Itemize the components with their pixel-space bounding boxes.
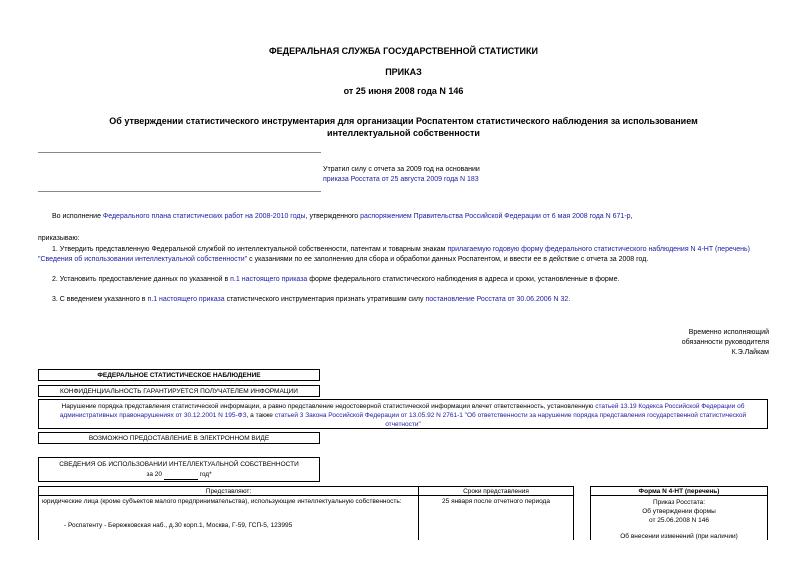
table-header-deadline: Сроки представления — [418, 486, 574, 496]
table-cell-form-order: Приказ Росстата: Об утверждении формы от 25.06.2008 N 146 Об внесении изменений (при наличии) — [590, 495, 768, 540]
report-year-field[interactable] — [164, 472, 198, 480]
doc-date-number: от 25 июня 2008 года N 146 — [343, 86, 464, 96]
link-federal-plan[interactable]: Федерального плана статистических работ на 2008-2010 годы — [102, 213, 306, 220]
doc-title: Об утверждении статистического инструментария для организации Роспатентом статистического наблюдения за использованием интеллектуальной собственности — [109, 116, 698, 138]
table-header-submit: Представляют: — [38, 486, 419, 496]
box-liability-warning: Нарушение порядка представления статистической информации, а равно представление недостоверной статистической информации влечет ответственность, установленную статьей 13.19 Кодекса Российской Федерации об административных правонарушениях от 30.12.2001 N 195-ФЗ, а также статьей 3 Закона Российской Федерации от 13.05.92 N 2761-1 "Об ответственности за нарушение порядка представления государственной статистической отчетности" — [38, 399, 768, 429]
table-header-form: Форма N 4-НТ (перечень) — [590, 486, 768, 496]
signature-block — [682, 328, 769, 358]
report-year: за 20 год* — [146, 471, 212, 478]
table-cell-deadline: 25 января после отчетного периода — [418, 495, 574, 540]
agency-title: ФЕДЕРАЛЬНАЯ СЛУЖБА ГОСУДАРСТВЕННОЙ СТАТИСТИКИ — [269, 46, 538, 56]
status-note — [323, 165, 480, 185]
paragraph-intro: Во исполнение Федерального плана статистических работ на 2008-2010 годы, утвержденного распоряжением Правительства Российской Федерации от 6 мая 2008 года N 671-р, — [52, 213, 633, 220]
box-confidentiality: КОНФИДЕНЦИАЛЬНОСТЬ ГАРАНТИРУЕТСЯ ПОЛУЧАТЕЛЕМ ИНФОРМАЦИИ — [38, 385, 320, 397]
signature-line-1: Временно исполняющий — [688, 329, 769, 336]
box-federal-observation: ФЕДЕРАЛЬНОЕ СТАТИСТИЧЕСКОЕ НАБЛЮДЕНИЕ — [38, 369, 320, 381]
doc-type: ПРИКАЗ — [385, 67, 422, 77]
paragraph-item-3: 3. С введением указанного в п.1 настоящего приказа статистического инструментария признать утратившим силу постановление Росстата от 30.06.2006 N 32. — [52, 296, 571, 303]
signature-name: К.Э.Лайкам — [731, 349, 769, 356]
submitters-text: юридические лица (кроме субъектов малого предпринимательства), использующие интеллектуальную собственность: — [42, 498, 402, 505]
link-item-2-clause[interactable]: п.1 настоящего приказа — [230, 276, 308, 283]
paragraph-item-1: 1. Утвердить представленную Федеральной службой по интеллектуальной собственности, патентам и товарным знакам прилагаемую годовую форму федерального статистического наблюдения N 4-НТ (перечень) "Сведения об использовании интеллектуальной собственности" с указаниями по ее заполнению для сбора и обработки данных Роспатентом, и ввести ее в действие с отчета за 2008 год. — [38, 246, 751, 263]
report-title: СВЕДЕНИЯ ОБ ИСПОЛЬЗОВАНИИ ИНТЕЛЛЕКТУАЛЬНОЙ СОБСТВЕННОСТИ — [59, 461, 299, 468]
link-rosstat-resolution[interactable]: постановление Росстата от 30.06.2006 N 32 — [425, 296, 569, 303]
signature-line-2: обязанности руководителя — [681, 339, 769, 346]
link-government-order[interactable]: распоряжением Правительства Российской Федерации от 6 мая 2008 года N 671-р — [360, 213, 631, 220]
status-note-text: Утратил силу с отчета за 2009 год на основании — [323, 166, 480, 173]
submitters-address: - Роспатенту - Бережковская наб., д.30 корп.1, Москва, Г-59, ГСП-5, 123995 — [64, 522, 293, 529]
link-item-3-clause[interactable]: п.1 настоящего приказа — [147, 296, 225, 303]
paragraph-item-2: 2. Установить предоставление данных по указанной в п.1 настоящего приказа форме федерального статистического наблюдения в адреса и сроки, установленные в форме. — [52, 276, 620, 283]
link-admin-code-13-19[interactable]: статьей 13.19 Кодекса Российской Федерации об административных правонарушениях от 30.12.2001 N 195-ФЗ — [59, 403, 745, 419]
box-electronic-submission: ВОЗМОЖНО ПРЕДОСТАВЛЕНИЕ В ЭЛЕКТРОННОМ ВИДЕ — [38, 432, 320, 444]
divider-bottom — [38, 191, 321, 192]
link-form-4nt[interactable]: прилагаемую годовую форму федерального статистического наблюдения N 4-НТ (перечень) "Сведения об использовании интеллектуальной собственности" — [38, 246, 751, 263]
status-note-link[interactable]: приказа Росстата от 25 августа 2009 года N 183 — [323, 176, 479, 183]
divider-top — [38, 152, 321, 153]
table-cell-submitters — [38, 495, 419, 540]
box-report-title — [38, 457, 320, 482]
link-law-2761-1[interactable]: статьей 3 Закона Российской Федерации от 13.05.92 N 2761-1 "Об ответственности за нарушение порядка представления государственной статистической отчетности" — [274, 412, 747, 428]
order-word: приказываю: — [38, 235, 80, 242]
